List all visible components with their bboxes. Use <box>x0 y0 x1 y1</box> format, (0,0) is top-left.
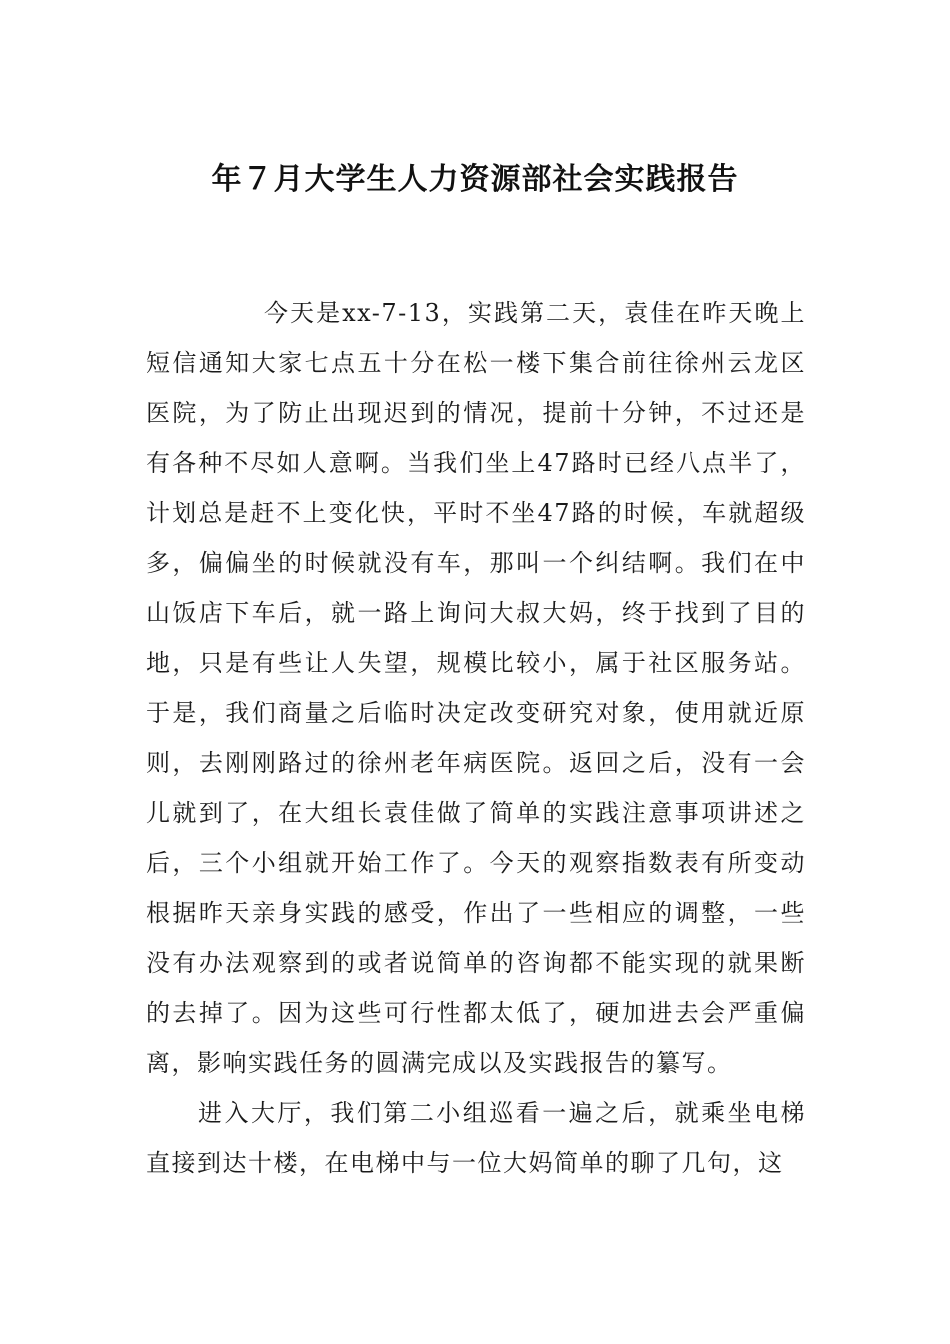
document-title: 年７月大学生人力资源部社会实践报告 <box>211 162 739 197</box>
paragraph-2: 进入大厅，我们第二小组巡看一遍之后，就乘坐电梯直接到达十楼，在电梯中与一位大妈简单的聊了几句，这 <box>146 1099 806 1177</box>
paragraph-1: 今天是xx-7-13，实践第二天，袁佳在昨天晚上短信通知大家七点五十分在松一楼下集合前往徐州云龙区医院，为了防止出现迟到的情况，提前十分钟，不过还是有各种不尽如人意啊。当我们坐上47路时已经八点半了，计划总是赶不上变化快，平时不坐47路的时候，车就超级多，偏偏坐的时候就没有车，那叫一个纠结啊。我们在中山饭店下车后，就一路上询问大叔大妈，终于找到了目的地，只是有些让人失望，规模比较小，属于社区服务站。于是，我们商量之后临时决定改变研究对象，使用就近原则，去刚刚路过的徐州老年病医院。返回之后，没有一会儿就到了，在大组长袁佳做了简单的实践注意事项讲述之后，三个小组就开始工作了。今天的观察指数表有所变动根据昨天亲身实践的感受，作出了一些相应的调整，一些没有办法观察到的或者说简单的咨询都不能实现的就果断的去掉了。因为这些可行性都太低了，硬加进去会严重偏离，影响实践任务的圆满完成以及实践报告的纂写。 <box>146 299 806 1077</box>
document-body <box>146 288 806 1188</box>
